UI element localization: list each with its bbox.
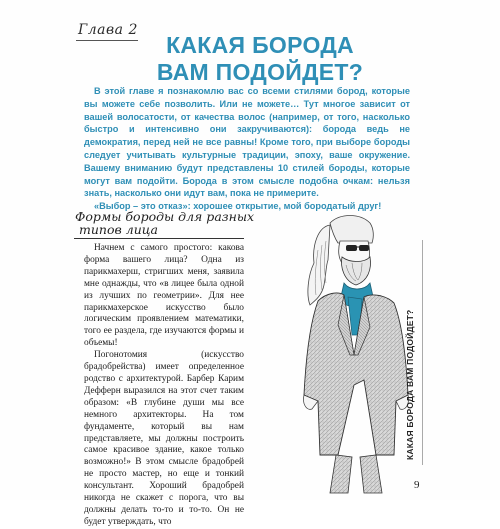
body-text [84, 243, 244, 529]
running-header-vertical: КАКАЯ БОРОДА ВАМ ПОДОЙДЕТ? [405, 309, 415, 460]
hair-shape [308, 225, 330, 305]
section-heading [75, 210, 275, 236]
intro-text [84, 85, 410, 213]
chapter-label: Глава 2 [78, 22, 138, 38]
section-heading-line-2: типов лица [79, 222, 158, 237]
section-underline [74, 238, 244, 239]
section-heading-line-1: Формы бороды для разных [75, 209, 255, 224]
body-paragraph: Погонотомия (искусство брадобрейства) имеет определенное родство с архитектурой. Барбер Карим Дефферн выразился на этот счет таким образом: «В глубине души мы все немного архитекторы. На том фундаменте, который вы нам представляете, мы должны построить самое красивое здание, какое только возможно!» В этом смысле брадобрей не просто мастер, но еще и тонкий консультант. Хороший брадобрей никогда не скажет с порога, что вы должны делать то-то и то-то. Он не будет утверждать, что [84, 350, 244, 527]
sunglasses [346, 245, 357, 251]
side-divider [422, 240, 423, 465]
intro-paragraph: «Выбор – это отказ»: хорошее открытие, мой бородатый друг! [94, 201, 382, 212]
bearded-man-illustration [278, 205, 418, 495]
intro-paragraph: В этой главе я познакомлю вас со всеми стилями бород, которые вы можете себе позволить. Или не можете… Тут многое зависит от вашей волосатости, от качества волос (например, от того, насколько быстро и интенсивно они закручиваются): борода ведь не демократия, перед ней не все равны! Кроме того, при выборе бороды следует учитывать культурные традиции, эпоху, ваше окружение. Вашему вниманию будут представлены 10 стилей бороды, которые могут вам подойти. Борода в этом смысле подобна очкам: нельзя знать, насколько они идут вам, пока не примерите. [84, 86, 410, 199]
body-paragraph: Начнем с самого простого: какова форма вашего лица? Одна из парикмахерш, стригших меня, заявила мне однажды, что «в лицее была одной из лучших по геометрии». Для нее парикмахерское искусство было логическим проявлением математики, того ее раздела, где изучаются формы и объемы! [84, 243, 244, 349]
page-number: 9 [414, 479, 420, 491]
chapter-title [100, 32, 420, 86]
title-line-2: ВАМ ПОДОЙДЕТ? [156, 59, 364, 85]
title-line-1: КАКАЯ БОРОДА [166, 32, 354, 58]
